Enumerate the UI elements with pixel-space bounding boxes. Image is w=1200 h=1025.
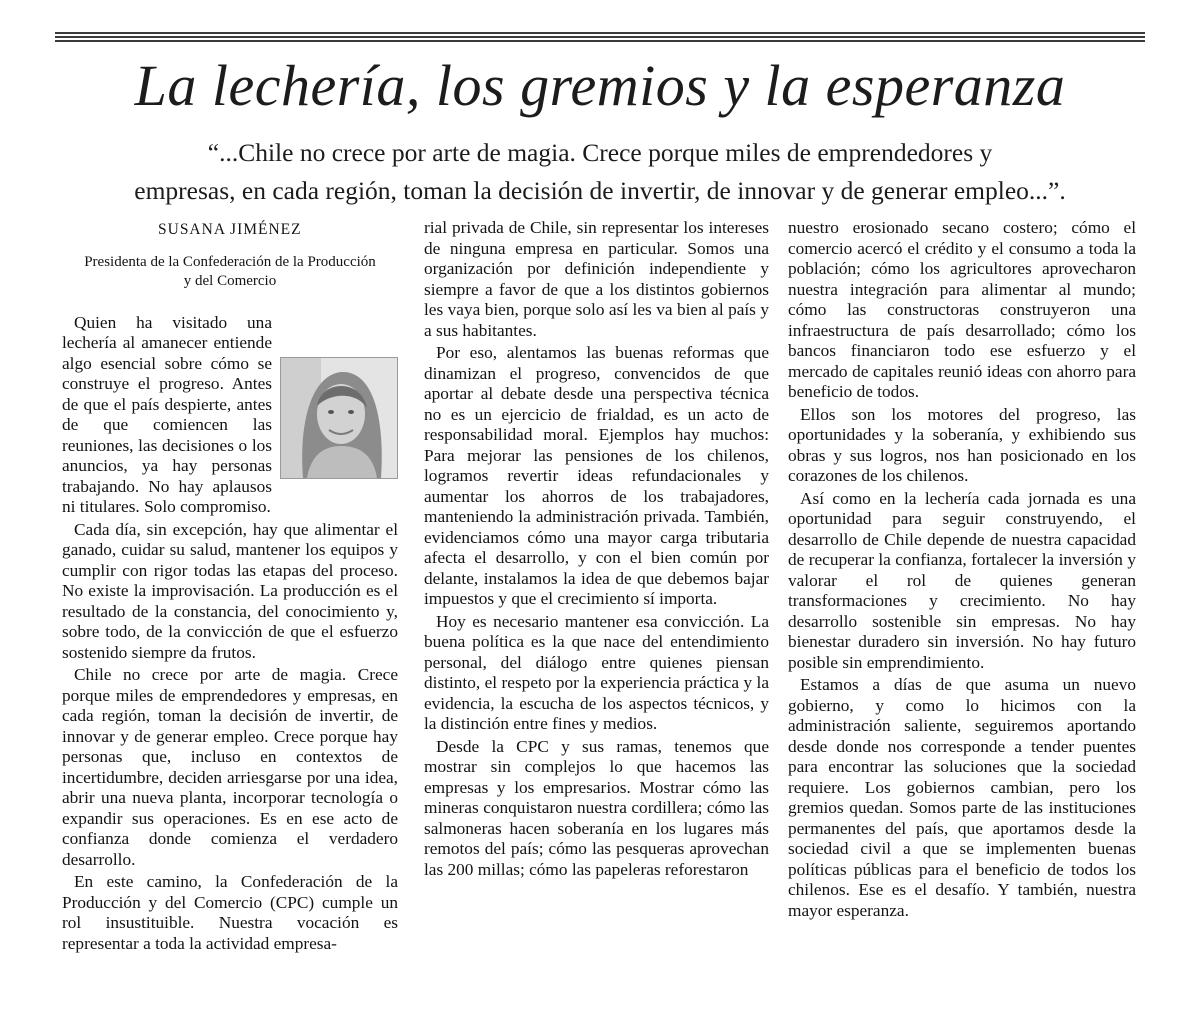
paragraph: Así como en la lechería cada jornada es una oportunidad para seguir construyendo, el desarrollo de Chile depende de nuestra capacidad de recuperar la confianza, fortalecer la inversión y valorar el rol de quienes generan transformaciones y crecimiento. No hay desarrollo sostenible sin empresas. No hay bienestar duradero sin inversión. No hay futuro posible sin emprendimiento. (788, 488, 1136, 672)
paragraph: Cada día, sin excepción, hay que alimentar el ganado, cuidar su salud, mantener los equipos y cumplir con rigor todas las etapas del proceso. No existe la improvisación. La producción es el resultado de la constancia, del conocimiento y, sobre todo, de la convicción de que el esfuerzo sostenido siempre da frutos. (62, 519, 398, 662)
paragraph: Chile no crece por arte de magia. Crece porque miles de emprendedores y empresas, en cada región, toman la decisión de invertir, de innovar y de generar empleo. Crece porque hay personas que, incluso en contextos de incertidumbre, deciden arriesgarse por una idea, abrir una nueva planta, incorporar tecnología o expandir sus operaciones. Es en ese acto de confianza donde comienza el verdadero desarrollo. (62, 665, 398, 869)
article-column-1 (62, 218, 398, 956)
paragraph: Ellos son los motores del progreso, las oportunidades y la soberanía, y exhibiendo sus obras y sus logros, nos han posicionado en los corazones de los chilenos. (788, 404, 1136, 485)
paragraph: Estamos a días de que asuma un nuevo gobierno, y como lo hicimos con la administración saliente, seguiremos aportando desde donde nos corresponde a tender puentes para encontrar las soluciones que la sociedad requiere. Los gobiernos cambian, pero los gremios quedan. Somos parte de las instituciones permanentes del país, que aportamos desde la sociedad civil a que se implementen buenas políticas públicas para el beneficio de todos los chilenos. Ese es el desafío. Y también, nuestra mayor esperanza. (788, 675, 1136, 920)
paragraph: Por eso, alentamos las buenas reformas que dinamizan el progreso, convencidos de que aportar al debate desde una perspectiva técnica no es un ejercicio de frialdad, es un acto de responsabilidad moral. Ejemplos hay muchos: Para mejorar las pensiones de los chilenos, logramos revertir ideas refundacionales y aumentar los ahorros de los trabajadores, manteniendo la administración privada. También, evidenciamos cómo una mayor carga tributaria afecta el desarrollo, y con el bien común por delante, instalamos la idea de que debemos bajar impuestos y que el crecimiento sí importa. (424, 343, 769, 608)
paragraph: Desde la CPC y sus ramas, tenemos que mostrar sin complejos lo que hacemos las empresas y los empresarios. Mostrar cómo las mineras conquistaron nuestra cordillera; cómo las salmoneras hacen soberanía en los lugares más remotos del país; cómo las pesqueras aprovechan las 200 millas; cómo las papeleras reforestaron (424, 736, 769, 879)
article-column-2 (424, 218, 769, 882)
author-role-line-2: y del Comercio (183, 272, 277, 289)
paragraph: En este camino, la Confederación de la Producción y del Comercio (CPC) cumple un rol insustituible. Nuestra vocación es representar a toda la actividad empresa- (62, 872, 398, 953)
author-role (62, 253, 398, 291)
paragraph: Hoy es necesario mantener esa convicción. La buena política es la que nace del entendimiento personal, del diálogo entre quienes piensan distinto, el respeto por la experiencia práctica y la evidencia, la escucha de los aspectos técnicos, y la distinción entre fines y medios. (424, 611, 769, 733)
pull-quote-line-1: “...Chile no crece por arte de magia. Crece porque miles de emprendedores y (207, 138, 993, 167)
article-column-3 (788, 218, 1136, 923)
paragraph: rial privada de Chile, sin representar los intereses de ninguna empresa en particular. Somos una organización por definición independiente y siempre a favor de que a los distintos gobiernos les vaya bien, porque solo así les va bien al país y a sus habitantes. (424, 218, 769, 340)
pull-quote-line-2: empresas, en cada región, toman la decisión de invertir, de innovar y de generar empleo...”. (134, 176, 1066, 205)
headline: La lechería, los gremios y la esperanza (134, 53, 1066, 118)
pull-quote (120, 134, 1080, 210)
paragraph: nuestro erosionado secano costero; cómo el comercio acercó el crédito y el consumo a toda la población; cómo los agricultores aprovecharon nuestra integración para alimentar al mundo; cómo las constructoras construyeron una infraestructura de país desarrollado; cómo los bancos financiaron todo ese esfuerzo y el mercado de capitales reunió ideas con ahorro para beneficio de todos. (788, 218, 1136, 401)
portrait-image (281, 358, 397, 478)
paragraph: Quien ha visitado una lechería al amanecer entiende algo esencial sobre cómo se construye el progreso. Antes de que el país despierte, antes de que comiencen las reuniones, las decisiones o los anuncios, ya hay personas trabajando. No hay aplausos ni titulares. Solo compromiso. (62, 312, 272, 516)
author-name: SUSANA JIMÉNEZ (158, 221, 302, 238)
author-role-line-1: Presidenta de la Confederación de la Producción (84, 253, 376, 270)
author-photo (280, 357, 398, 479)
top-rule (55, 32, 1145, 44)
